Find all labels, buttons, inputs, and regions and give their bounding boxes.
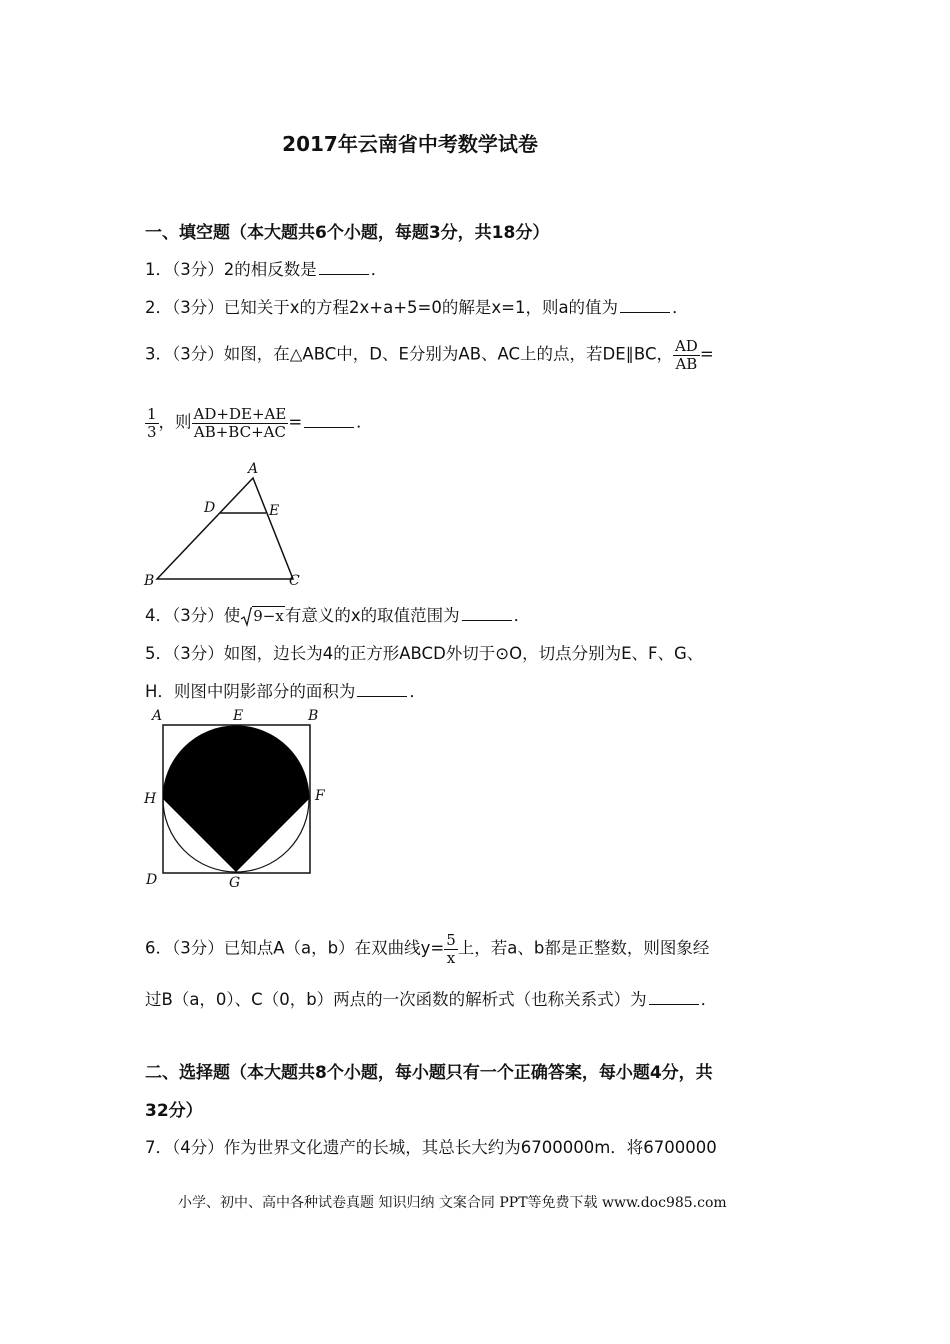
- fraction-numerator: AD+DE+AE: [193, 405, 287, 423]
- question-7: 7．（4分）作为世界文化遗产的长城，其总长大约为6700000m．将6700000: [145, 1138, 717, 1157]
- radical-sign-icon: [240, 607, 252, 627]
- page-footer: 小学、初中、高中各种试卷真题 知识归纳 文案合同 PPT等免费下载 www.doc985.com: [178, 1195, 727, 1211]
- question-1: [145, 256, 387, 280]
- label-d: D: [204, 500, 216, 516]
- question-6-text: 过B（a，0）、C（0，b）两点的一次函数的解析式（也称关系式）为: [145, 990, 647, 1009]
- question-1-end: ．: [370, 260, 388, 279]
- question-3-line-2: [145, 406, 373, 440]
- answer-blank: [649, 990, 699, 1005]
- question-3-mid: ，则: [158, 412, 192, 432]
- question-6-line-2: [145, 986, 717, 1010]
- equals-sign: =: [699, 344, 714, 364]
- question-6-end: ．: [700, 990, 718, 1009]
- section-2-heading-line-2: 32分）: [145, 1101, 203, 1121]
- label-b: B: [144, 573, 155, 589]
- answer-blank: [357, 682, 407, 697]
- fraction-denominator: AB+BC+AC: [193, 422, 286, 441]
- question-4-end: ．: [513, 606, 531, 625]
- fraction-perimeter-ratio: [192, 406, 289, 440]
- fraction-numerator: 1: [147, 405, 157, 423]
- fraction-ad-ab: [673, 338, 700, 372]
- label-e: E: [269, 503, 280, 519]
- label-a: A: [152, 708, 163, 724]
- label-b: B: [308, 708, 319, 724]
- radicand: 9−x: [253, 607, 284, 626]
- shaded-region: [163, 726, 309, 872]
- label-c: C: [289, 573, 300, 589]
- fraction-one-third: [145, 406, 159, 440]
- question-6-pre: 6．（3分）已知点A（a，b）在双曲线y=: [145, 938, 445, 958]
- label-d: D: [146, 872, 158, 888]
- question-4-post: 有意义的x的取值范围为: [284, 606, 460, 625]
- label-a: A: [248, 461, 259, 477]
- square-root: [240, 606, 285, 627]
- question-5-line-2: [145, 678, 426, 702]
- answer-blank: [620, 298, 670, 313]
- label-e: E: [233, 708, 244, 724]
- question-4: [145, 602, 530, 627]
- equals-sign: =: [288, 412, 303, 432]
- fraction-numerator: 5: [446, 931, 456, 949]
- question-2: [145, 294, 689, 318]
- question-2-text: 2．（3分）已知关于x的方程2x+a+5=0的解是x=1，则a的值为: [145, 298, 619, 317]
- question-3-line-1: [145, 338, 714, 372]
- triangle-abc: [157, 478, 293, 579]
- question-6-post: 上，若a、b都是正整数，则图象经: [457, 938, 710, 958]
- answer-blank: [304, 413, 354, 428]
- fraction-denominator: 3: [147, 422, 157, 441]
- section-2-heading-line-1: 二、选择题（本大题共8个小题，每小题只有一个正确答案，每小题4分，共: [145, 1063, 713, 1083]
- label-f: F: [315, 788, 325, 804]
- question-3-text: 3．（3分）如图，在△ABC中，D、E分别为AB、AC上的点，若DE∥BC，: [145, 344, 673, 364]
- question-2-end: ．: [672, 298, 689, 317]
- fraction-5-over-x: [444, 932, 458, 966]
- label-g: G: [229, 875, 241, 891]
- square-circle-figure: [140, 704, 340, 892]
- label-h: H: [144, 791, 157, 807]
- page-title: 2017年云南省中考数学试卷: [282, 132, 538, 156]
- question-4-pre: 4．（3分）使: [145, 606, 241, 625]
- question-6-line-1: [145, 932, 709, 966]
- question-5-end: ．: [409, 682, 426, 701]
- answer-blank: [319, 260, 369, 275]
- fraction-numerator: AD: [674, 337, 698, 355]
- question-5-text: H．则图中阴影部分的面积为: [145, 682, 356, 701]
- question-5-line-1: 5．（3分）如图，边长为4的正方形ABCD外切于⊙O，切点分别为E、F、G、: [145, 644, 704, 663]
- triangle-figure: [140, 456, 310, 591]
- fraction-denominator: x: [446, 948, 456, 967]
- answer-blank: [462, 606, 512, 621]
- question-3-end: ．: [356, 412, 373, 432]
- section-1-heading: 一、填空题（本大题共6个小题，每题3分，共18分）: [145, 223, 550, 243]
- question-1-text: 1．（3分）2的相反数是: [145, 260, 317, 279]
- fraction-denominator: AB: [675, 354, 698, 373]
